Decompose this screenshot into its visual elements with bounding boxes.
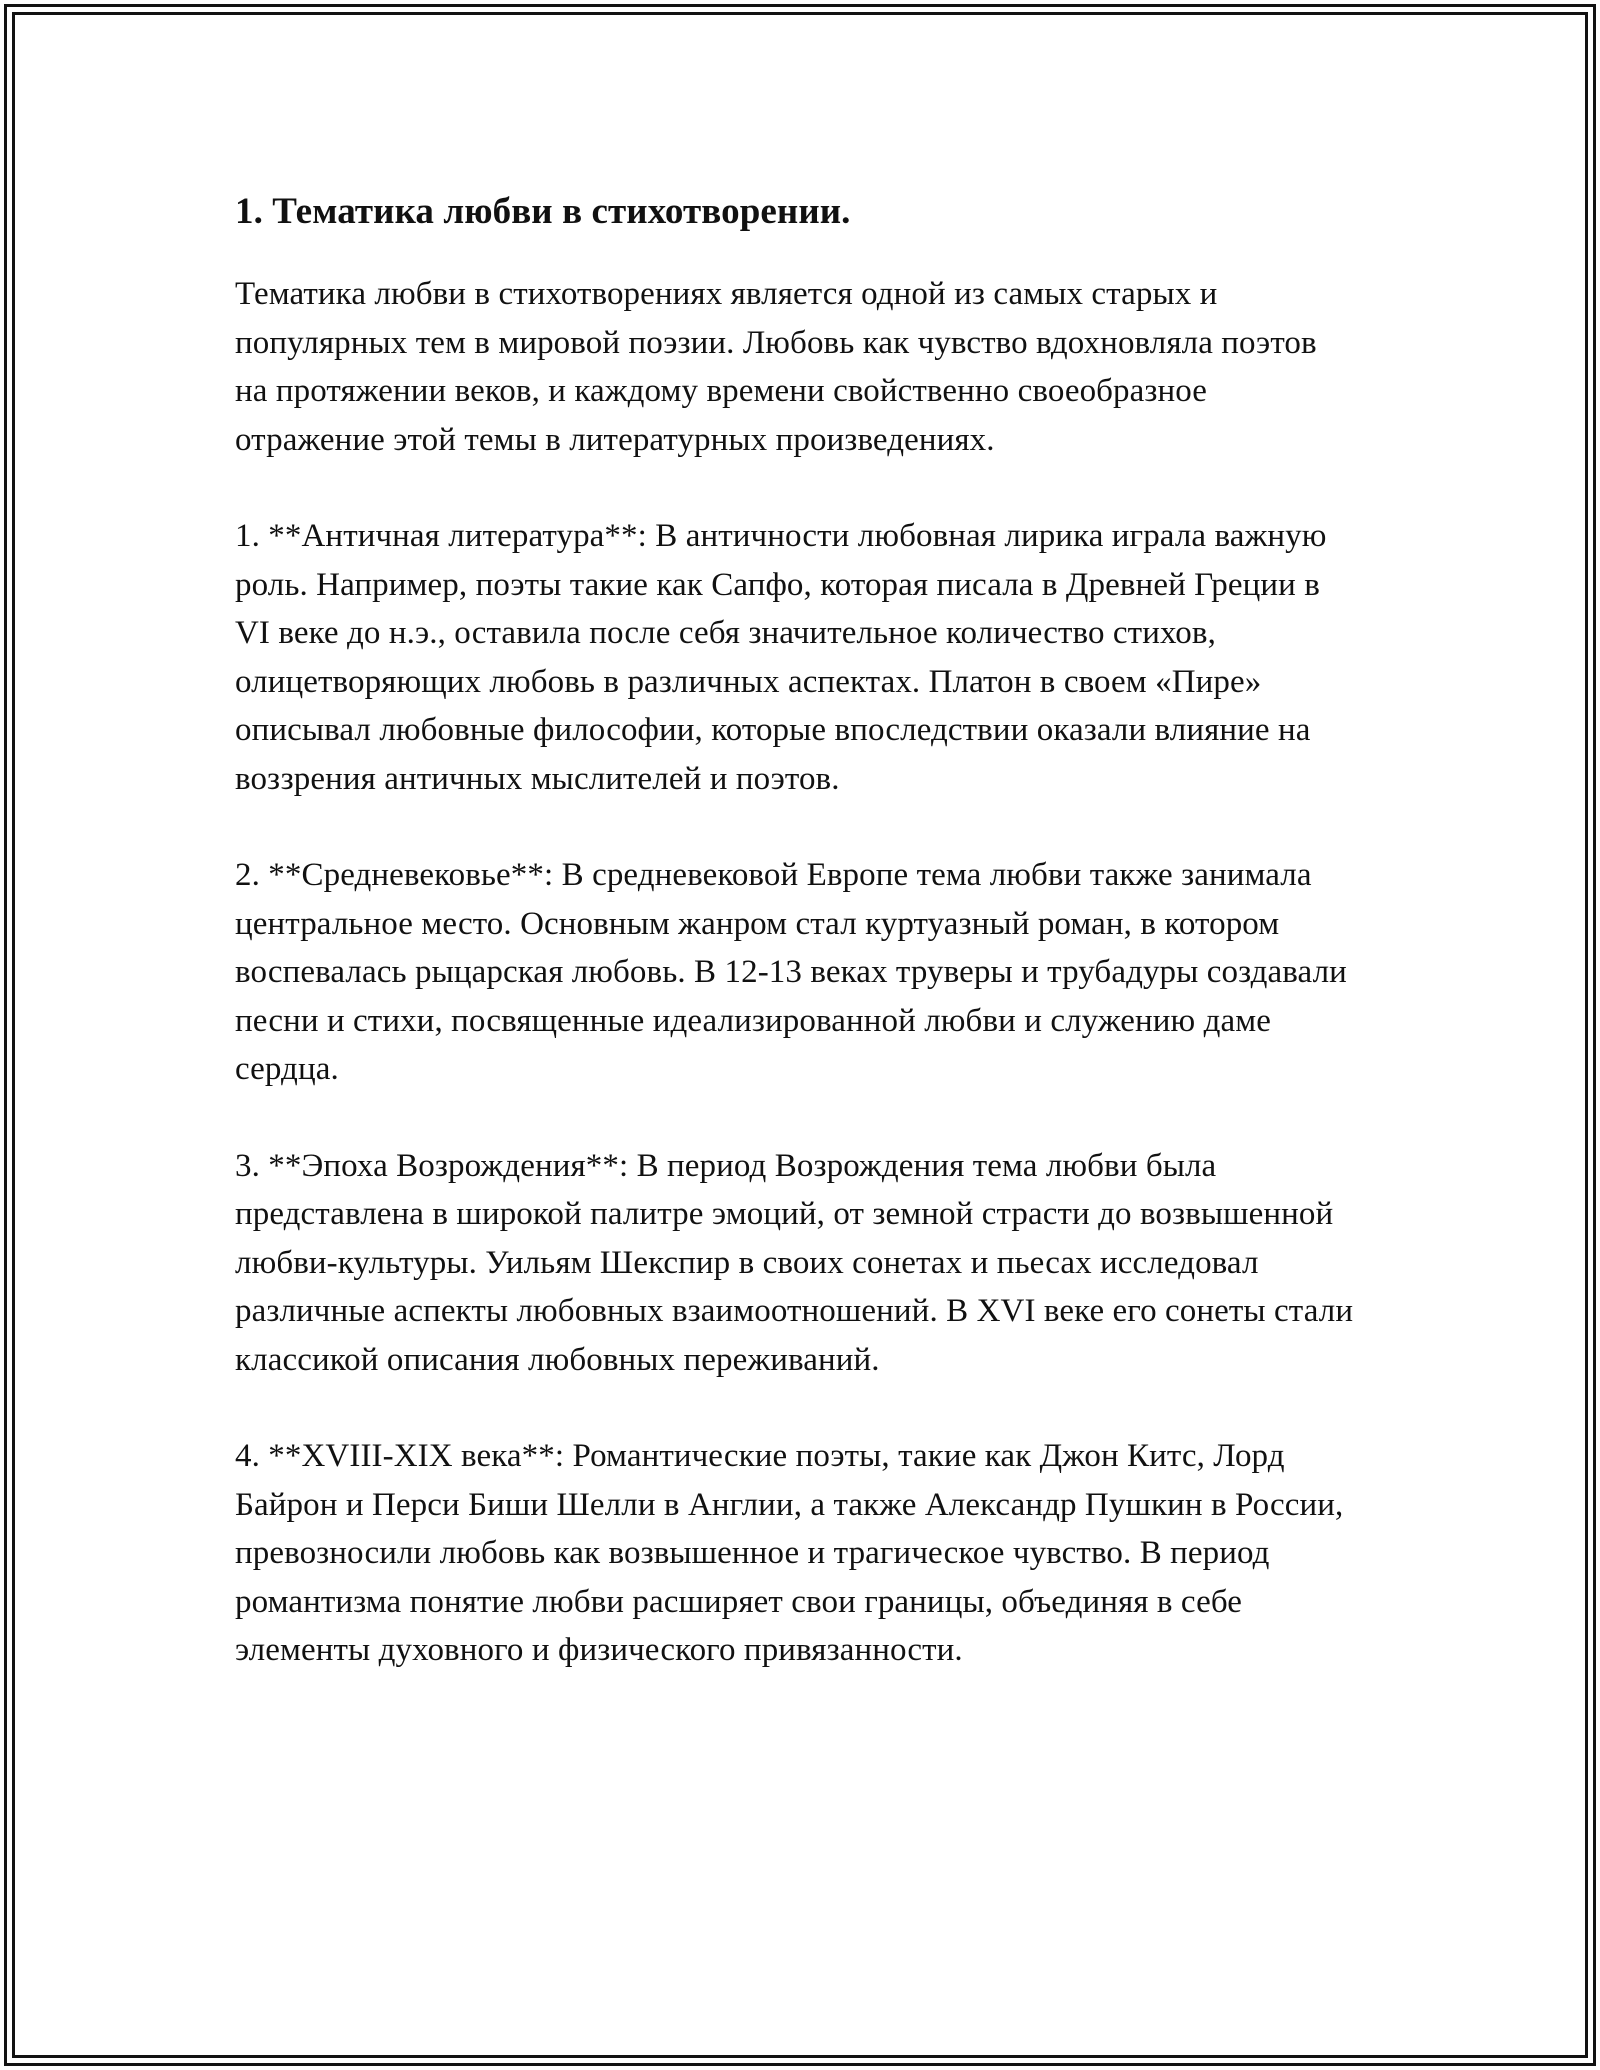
intro-paragraph: Тематика любви в стихотворениях является одной из самых старых и популярных тем в мировой поэзии. Любовь как чувство вдохновляла поэтов на протяжении веков, и каждому времени свойственно своеобразное отражение этой темы в литературных произведениях. — [235, 276, 1317, 458]
paragraph-antiquity: 1. **Античная литература**: В античности любовная лирика играла важную роль. Например, поэты такие как Сапфо, которая писала в Древней Греции в VI веке до н.э., оставила после себя значительное количество стихов, олицетворяющих любовь в различных аспектах. Платон в своем «Пире» описывал любовные философии, которые впоследствии оказали влияние на воззрения античных мыслителей и поэтов. — [235, 518, 1327, 797]
paragraph-18-19-centuries: 4. **XVIII-XIX века**: Романтические поэты, такие как Джон Китс, Лорд Байрон и Перси Биши Шелли в Англии, а также Александр Пушкин в России, превозносили любовь как возвышенное и трагическое чувство. В период романтизма понятие любви расширяет свои границы, объединяя в себе элементы духовного и физического привязанности. — [235, 1438, 1344, 1668]
paragraph-middle-ages: 2. **Средневековье**: В средневековой Европе тема любви также занимала центральное место. Основным жанром стал куртуазный роман, в котором воспевалась рыцарская любовь. В 12-13 веках труверы и трубадуры создавали песни и стихи, посвященные идеализированной любви и служению даме сердца. — [235, 857, 1347, 1087]
paragraph-renaissance: 3. **Эпоха Возрождения**: В период Возрождения тема любви была представлена в широкой палитре эмоций, от земной страсти до возвышенной любви-культуры. Уильям Шекспир в своих сонетах и пьесах исследовал различные аспекты любовных взаимоотношений. В XVI веке его сонеты стали классикой описания любовных переживаний. — [235, 1147, 1354, 1378]
document-body — [235, 188, 1355, 1723]
section-heading: 1. Тематика любви в стихотворении. — [235, 191, 851, 232]
